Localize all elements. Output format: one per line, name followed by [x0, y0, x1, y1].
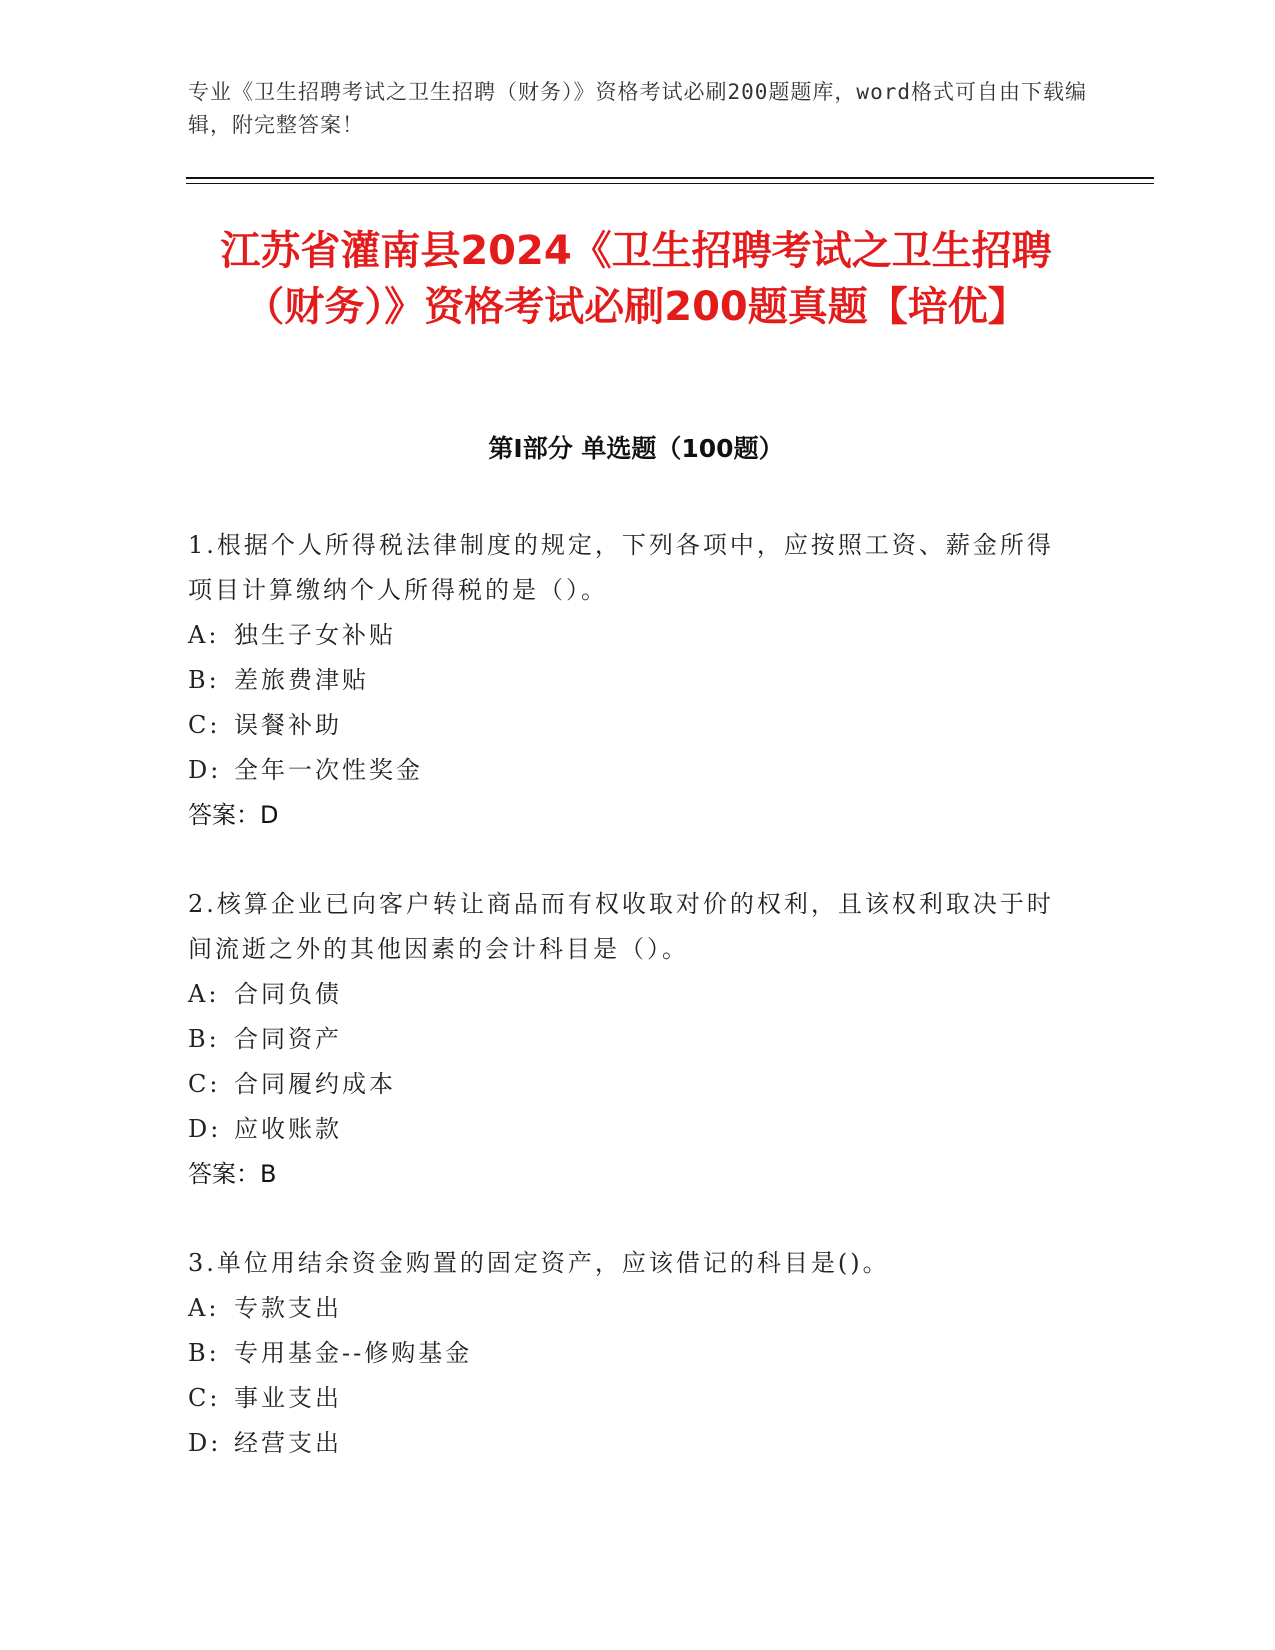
option-text: 专款支出 — [234, 1294, 342, 1322]
option-key: D: — [188, 756, 222, 784]
option-text: 经营支出 — [234, 1429, 342, 1457]
option-text: 全年一次性奖金 — [234, 756, 423, 784]
document-title: 江苏省灌南县2024《卫生招聘考试之卫生招聘（财务）》资格考试必刷200题真题【培优】 — [220, 228, 1052, 330]
option-a — [188, 613, 1068, 658]
option-key: C: — [188, 1384, 221, 1412]
option-text: 应收账款 — [234, 1115, 342, 1143]
option-text: 合同资产 — [234, 1025, 342, 1053]
option-b — [188, 1331, 1068, 1376]
option-text: 误餐补助 — [234, 711, 342, 739]
option-key: D: — [188, 1429, 222, 1457]
option-key: C: — [188, 1070, 221, 1098]
option-text: 差旅费津贴 — [234, 666, 369, 694]
option-key: A: — [188, 980, 220, 1008]
section-title: 第I部分 单选题（100题） — [488, 434, 784, 463]
option-c — [188, 1062, 1068, 1107]
option-key: A: — [188, 1294, 220, 1322]
option-d — [188, 1107, 1068, 1152]
header-rule-thin — [186, 183, 1154, 184]
option-text: 独生子女补贴 — [234, 621, 396, 649]
option-a — [188, 972, 1068, 1017]
option-c — [188, 703, 1068, 748]
option-a — [188, 1286, 1068, 1331]
question-stem: 3.单位用结余资金购置的固定资产，应该借记的科目是()。 — [188, 1249, 890, 1277]
answer: 答案：B — [188, 1160, 277, 1188]
option-c — [188, 1376, 1068, 1421]
header-note: 专业《卫生招聘考试之卫生招聘（财务）》资格考试必刷200题题库，word格式可自由下载编辑，附完整答案！ — [188, 80, 1087, 137]
option-text: 合同负债 — [234, 980, 342, 1008]
option-key: C: — [188, 711, 221, 739]
option-d — [188, 748, 1068, 793]
option-key: D: — [188, 1115, 222, 1143]
option-key: B: — [188, 1025, 220, 1053]
question-stem: 1.根据个人所得税法律制度的规定，下列各项中，应按照工资、薪金所得项目计算缴纳个人所得税的是（）。 — [188, 531, 1054, 604]
option-b — [188, 658, 1068, 703]
option-key: B: — [188, 1339, 220, 1367]
option-text: 事业支出 — [234, 1384, 342, 1412]
question-2 — [188, 882, 1068, 1197]
option-key: A: — [188, 621, 220, 649]
option-text: 专用基金--修购基金 — [234, 1339, 473, 1367]
option-text: 合同履约成本 — [234, 1070, 396, 1098]
question-stem: 2.核算企业已向客户转让商品而有权收取对价的权利，且该权利取决于时间流逝之外的其他因素的会计科目是（）。 — [188, 890, 1054, 963]
answer: 答案：D — [188, 801, 279, 829]
option-key: B: — [188, 666, 220, 694]
option-b — [188, 1017, 1068, 1062]
question-1 — [188, 523, 1068, 838]
option-d — [188, 1421, 1068, 1466]
question-3 — [188, 1241, 1068, 1466]
question-list — [188, 523, 1068, 1510]
header-rule-thick — [186, 177, 1154, 179]
